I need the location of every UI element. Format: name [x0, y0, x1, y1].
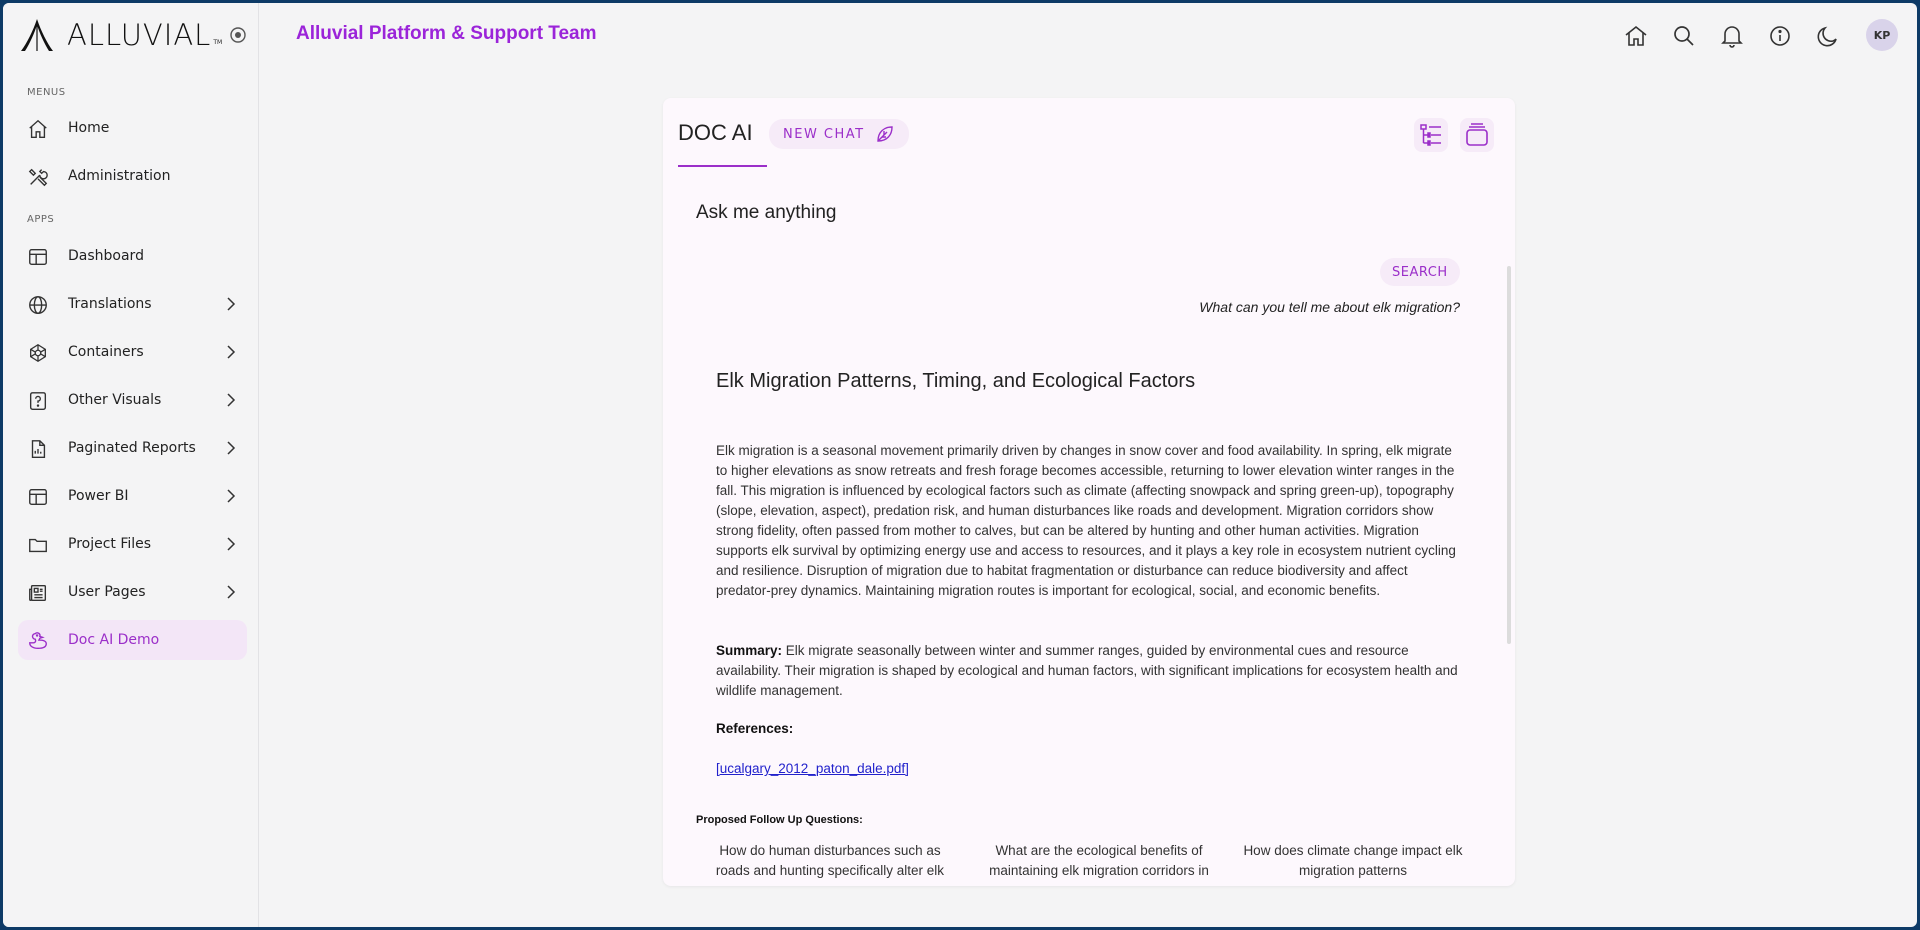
apps-section-label: APPS [27, 214, 55, 225]
tools-icon [27, 166, 49, 188]
sidebar-item-label: Home [68, 120, 110, 136]
sidebar [3, 3, 259, 927]
answer-body: Elk migration is a seasonal movement primarily driven by changes in snow cover and food availability. In spring, elk migrate to higher elevations as snow retreats and fresh forage becomes accessible, returning to lower elevation winter ranges in the fall. This migration is influenced by ecological factors such as climate (affecting snowpack and spring green-up), topography (slope, elevation, aspect), predation risk, and human disturbances like roads and development. Migration corridors show strong fidelity, often passed from mother to calves, but can be altered by hunting and other human activities. Migration supports elk survival by optimizing energy use and access to resources, and it plays a key role in ecosystem nutrient cycling and resilience. Disruption of migration due to habitat fragmentation or disturbance can reduce biodiversity and affect predator-prey dynamics. Maintaining migration routes is important for ecological, social, and economic benefits. [716, 443, 1456, 598]
active-tab-indicator [678, 165, 767, 167]
sidebar-item-home[interactable] [18, 108, 247, 148]
doc-ai-panel [663, 98, 1515, 886]
sidebar-item-paginated-reports[interactable] [18, 428, 247, 468]
sidebar-item-label: Doc AI Demo [68, 632, 160, 648]
followup-question[interactable]: What are the ecological benefits of maintaining elk migration corridors in [989, 843, 1209, 878]
brand-tm: TM [213, 38, 223, 46]
sidebar-item-containers[interactable] [18, 332, 247, 372]
sidebar-item-project-files[interactable] [18, 524, 247, 564]
network-icon [27, 342, 49, 364]
stack-icon [1464, 122, 1490, 148]
news-icon [27, 582, 49, 604]
bell-icon[interactable] [1719, 23, 1745, 49]
history-stack-button[interactable] [1460, 118, 1494, 152]
sidebar-item-label: Project Files [68, 536, 152, 552]
prompt-heading: Ask me anything [696, 202, 837, 223]
summary-label: Summary: [716, 643, 783, 658]
avatar[interactable]: KP [1866, 19, 1898, 51]
sidebar-item-administration[interactable] [18, 156, 247, 196]
chevron-right-icon [224, 537, 238, 551]
home-icon [27, 118, 49, 140]
leaf-icon [875, 124, 895, 144]
sidebar-item-translations[interactable] [18, 284, 247, 324]
followup-question[interactable]: How do human disturbances such as roads and hunting specifically alter elk [715, 843, 945, 878]
sidebar-item-label: Power BI [68, 488, 129, 504]
alluvial-mark-icon [19, 17, 55, 53]
reference-link[interactable]: [ucalgary_2012_paton_dale.pdf] [716, 761, 909, 776]
answer-summary [716, 641, 1461, 701]
scrollbar[interactable] [1507, 266, 1511, 644]
new-chat-button[interactable] [769, 119, 909, 149]
references-label: References: [716, 721, 794, 736]
brand-name: ALLUVIAL [67, 18, 212, 52]
brand-logo[interactable] [19, 17, 222, 53]
doc-ai-title[interactable]: DOC AI [678, 120, 753, 145]
sidebar-item-label: Administration [68, 168, 171, 184]
sidebar-item-label: Translations [68, 296, 152, 312]
layout-icon [27, 486, 49, 508]
sidebar-item-doc-ai-demo[interactable] [18, 620, 247, 660]
search-button[interactable]: SEARCH [1380, 258, 1460, 286]
report-icon [27, 438, 49, 460]
followup-question[interactable]: How does climate change impact elk migration patterns [1243, 843, 1463, 878]
sidebar-item-label: Paginated Reports [68, 440, 196, 456]
dashboard-icon [27, 246, 49, 268]
page-title: Alluvial Platform & Support Team [296, 23, 597, 44]
sidebar-item-label: Dashboard [68, 248, 144, 264]
menus-section-label: MENUS [27, 87, 66, 98]
chevron-right-icon [224, 585, 238, 599]
app-window [3, 3, 1917, 927]
followup-label: Proposed Follow Up Questions: [696, 814, 863, 826]
moon-icon[interactable] [1815, 23, 1841, 49]
tree-list-icon [1418, 122, 1444, 148]
chevron-right-icon [224, 489, 238, 503]
home-icon[interactable] [1623, 23, 1649, 49]
answer-title: Elk Migration Patterns, Timing, and Ecological Factors [716, 370, 1196, 392]
search-icon[interactable] [1671, 23, 1697, 49]
summary-text: Elk migrate seasonally between winter and summer ranges, guided by environmental cues and resource availability. Their migration is shaped by ecological and human factors, with significant implications for ecosystem health and wildlife management. [716, 643, 1458, 698]
folder-icon [27, 534, 49, 556]
chevron-right-icon [224, 297, 238, 311]
chevron-right-icon [224, 393, 238, 407]
sidebar-item-label: User Pages [68, 584, 146, 600]
outline-view-button[interactable] [1414, 118, 1448, 152]
chevron-right-icon [224, 441, 238, 455]
sidebar-item-other-visuals[interactable] [18, 380, 247, 420]
sidebar-item-power-bi[interactable] [18, 476, 247, 516]
sidebar-item-label: Containers [68, 344, 144, 360]
info-icon[interactable] [1767, 23, 1793, 49]
user-question: What can you tell me about elk migration? [1199, 299, 1460, 315]
duck-icon [27, 630, 49, 652]
sidebar-item-dashboard[interactable] [18, 236, 247, 276]
pin-sidebar-icon[interactable] [229, 26, 247, 44]
globe-icon [27, 294, 49, 316]
chevron-right-icon [224, 345, 238, 359]
sidebar-item-user-pages[interactable] [18, 572, 247, 612]
question-icon [27, 390, 49, 412]
new-chat-label: NEW CHAT [783, 126, 865, 142]
sidebar-item-label: Other Visuals [68, 392, 162, 408]
